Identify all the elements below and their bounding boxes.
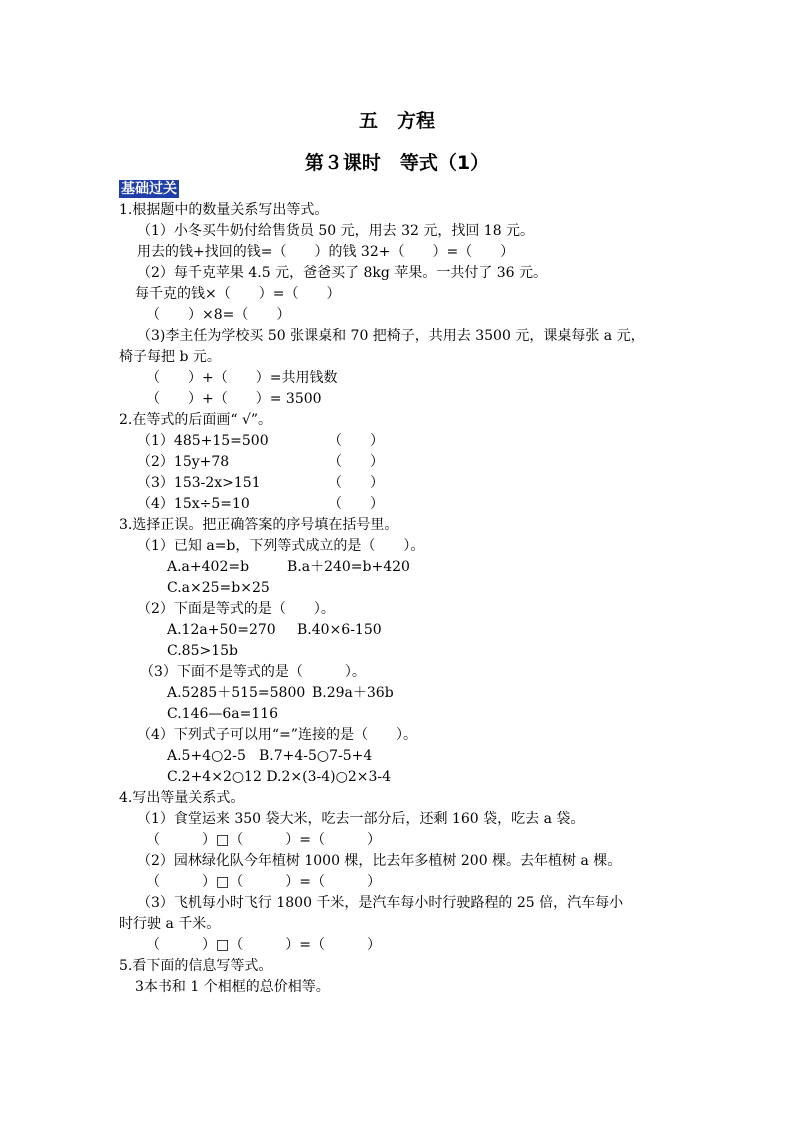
text-line: 5.看下面的信息写等式。 [119,958,273,974]
text-line: （2）每千克苹果 4.5 元，爸爸买了 8kg 苹果。一共付了 36 元。 [137,265,548,281]
text-line: （ ）+（ ）= 3500 [146,391,322,407]
text-line: （2）园林绿化队今年植树 1000 棵，比去年多植树 200 棵。去年植树 a 棵。 [137,853,622,869]
text-line: （3)李主任为学校买 50 张课桌和 70 把椅子，共用去 3500 元，课桌每张 a 元， [137,328,645,344]
text-line: 4.写出等量关系式。 [119,790,245,806]
text-line: （ ）□（ ）=（ ） [146,874,381,890]
lesson-title: 第３课时 等式（1） [304,152,490,174]
text-line: C.2+4×2○12 D.2×(3-4)○2×3-4 [167,769,392,785]
text-line: （3）153-2x>151 [137,475,261,491]
text-line: 每千克的钱×（ ）=（ ） [135,286,341,302]
section-badge: 基础过关 [121,181,177,197]
text-line: （2）下面是等式的是（ ）。 [137,601,335,617]
text-line: （4）下列式子可以用“=”连接的是（ ）。 [137,727,417,743]
text-line: B.7+4-5○7-5+4 [259,748,373,764]
text-line: （1）485+15=500 [137,433,269,449]
text-line: （ ）+（ ）=共用钱数 [146,370,338,386]
text-line: 3.选择正误。把正确答案的序号填在括号里。 [119,517,399,533]
text-line: （ ）□（ ）=（ ） [146,937,381,953]
text-line: A.5+4○2-5 [167,748,246,764]
text-line: C.85>15b [167,643,238,659]
text-line: A.5285＋515=5800 [167,685,306,701]
text-line: 1.根据题中的数量关系写出等式。 [119,202,329,218]
text-line: （1）小冬买牛奶付给售货员 50 元，用去 32 元，找回 18 元。 [137,223,535,239]
text-line: （ ） [328,454,384,470]
text-line: （4）15x÷5=10 [137,496,250,512]
text-line: （ ） [328,496,384,512]
text-line: B.a＋240=b+420 [287,559,410,575]
text-line: 时行驶 a 千米。 [119,916,221,932]
text-line: （1）食堂运来 350 袋大米，吃去一部分后，还剩 160 袋，吃去 a 袋。 [137,811,585,827]
text-line: （ ） [328,475,384,491]
text-line: 用去的钱+找回的钱=（ ）的钱 32+（ ）=（ ） [137,244,515,260]
text-line: A.12a+50=270 [167,622,276,638]
text-line: 3本书和 1 个相框的总价相等。 [135,979,330,995]
text-line: A.a+402=b [167,559,250,575]
text-line: B.40×6-150 [297,622,382,638]
text-line: （ ）×8=（ ） [146,307,291,323]
text-line: 2.在等式的后面画“ √”。 [119,412,273,428]
text-line: （3）飞机每小时飞行 1800 千米，是汽车每小时行驶路程的 25 倍，汽车每小 [137,895,624,911]
text-line: B.29a＋36b [312,685,394,701]
text-line: 椅子每把 b 元。 [119,349,221,365]
text-line: （3）下面不是等式的是（ ）。 [140,664,366,680]
unit-title: 五 方程 [358,110,435,132]
text-line: （2）15y+78 [137,454,230,470]
text-line: （ ）□（ ）=（ ） [146,832,381,848]
text-line: C.a×25=b×25 [167,580,270,596]
text-line: （1）已知 a=b，下列等式成立的是（ ）。 [137,538,425,554]
text-line: C.146—6a=116 [167,706,279,722]
text-line: （ ） [328,433,384,449]
